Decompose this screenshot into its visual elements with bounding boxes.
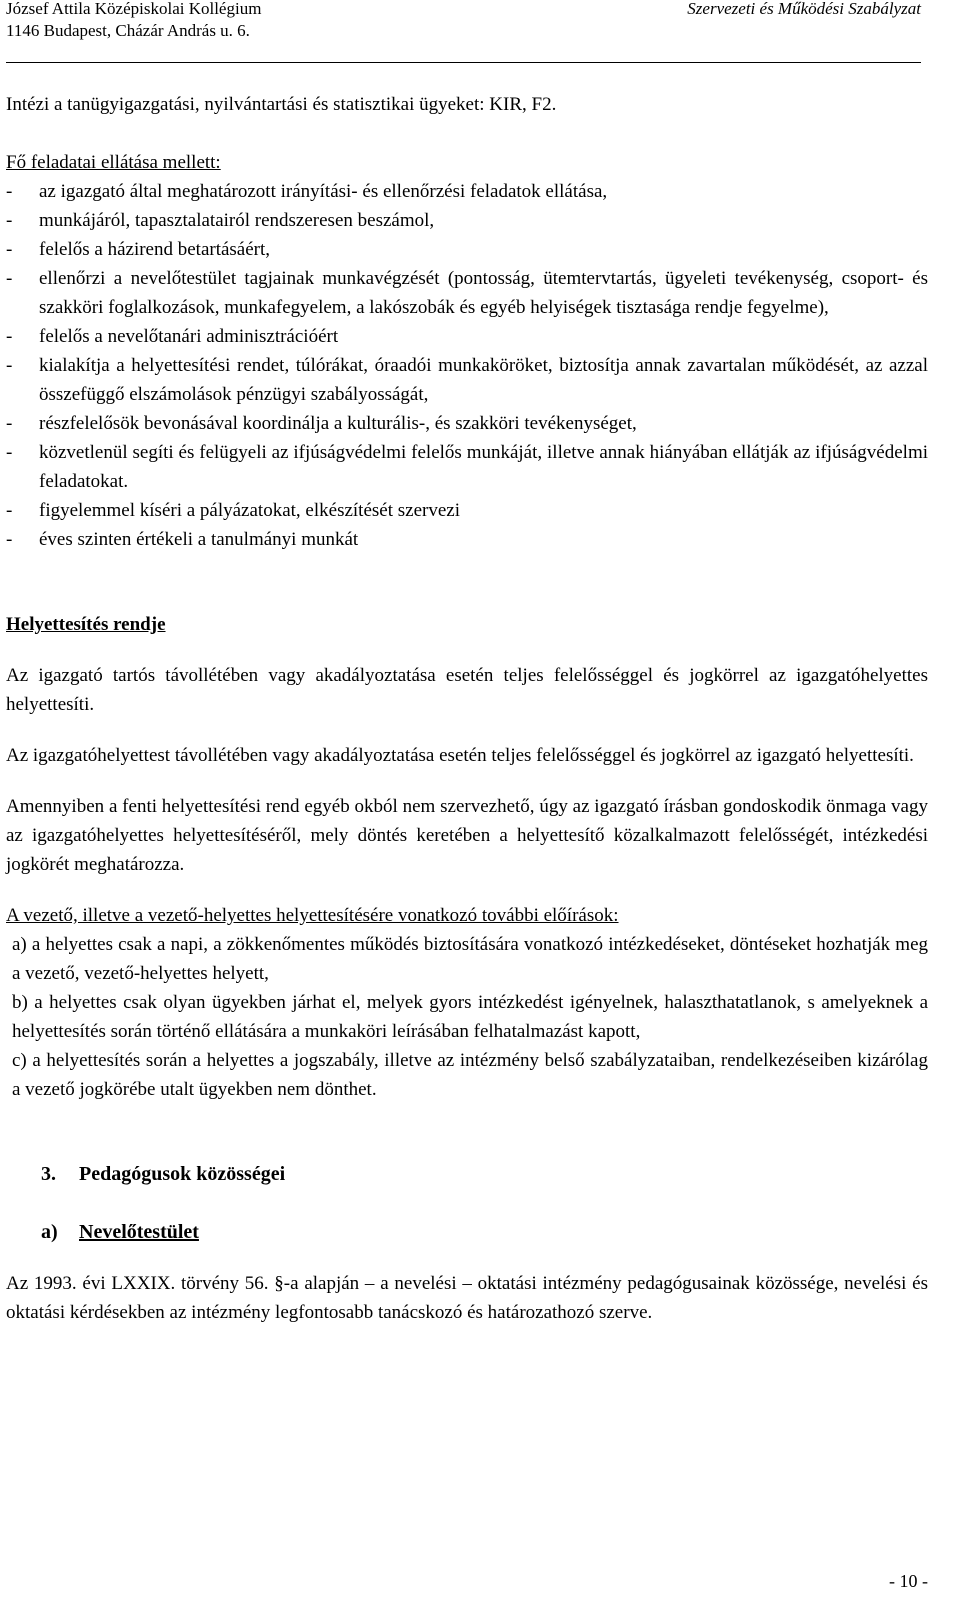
list-item-text: kialakítja a helyettesítési rendet, túlórákat, óraadói munkaköröket, biztosítja annak zavartalan működését, az azzal összefüggő elszámolások pénzügyi szabályosságát, (39, 355, 928, 405)
list-item (6, 351, 928, 409)
list-item (6, 409, 928, 438)
list-item (6, 177, 928, 206)
document-body (6, 90, 928, 1327)
document-title: Szervezeti és Működési Szabályzat (687, 0, 921, 18)
page-number: - 10 - (889, 1571, 928, 1591)
dash-bullet: - (6, 442, 13, 463)
rules-heading: A vezető, illetve a vezető-helyettes helyettesítésére vonatkozó további előírások: (6, 905, 619, 926)
rule-item: a) a helyettes csak a napi, a zökkenőmentes működés biztosítására vonatkozó intézkedéseket, döntéseket hozhatják meg a vezető, vezető-helyettes helyett, (12, 934, 928, 984)
list-item-text: felelős a nevelőtanári adminisztrációért (39, 326, 339, 347)
dash-bullet: - (6, 529, 13, 550)
page-header (6, 0, 921, 63)
duties-list (6, 177, 928, 554)
institution-address: 1146 Budapest, Cházár András u. 6. (6, 21, 250, 40)
list-item (6, 235, 928, 264)
list-item-text: munkájáról, tapasztalatairól rendszeresen beszámol, (39, 210, 435, 231)
substitution-paragraph-2: Az igazgatóhelyettest távollétében vagy akadályoztatása esetén teljes felelősséggel és jogkörrel az igazgató helyettesíti. (6, 745, 914, 766)
section-number: 3. (41, 1163, 56, 1185)
list-item-text: részfelelősök bevonásával koordinálja a kulturális-, és szakköri tevékenységet, (39, 413, 637, 434)
section-title: Pedagógusok közösségei (79, 1163, 286, 1185)
list-item-text: az igazgató által meghatározott irányítási- és ellenőrzési feladatok ellátása, (39, 181, 608, 202)
nevelotestulet-paragraph: Az 1993. évi LXXIX. törvény 56. §-a alapján – a nevelési – oktatási intézmény pedagógusainak közössége, nevelési és oktatási kérdésekben az intézmény legfontosabb tanácskozó és határozathozó szerve. (6, 1273, 928, 1323)
list-item (6, 525, 928, 554)
substitution-paragraph-1: Az igazgató tartós távollétében vagy akadályoztatása esetén teljes felelősséggel és jogkörrel az igazgatóhelyettes helyettesíti. (6, 665, 928, 715)
list-item-text: közvetlenül segíti és felügyeli az ifjúságvédelmi felelős munkáját, illetve annak hiányában ellátják az ifjúságvédelmi feladatokat. (39, 442, 928, 492)
list-item (6, 438, 928, 496)
list-item-text: éves szinten értékeli a tanulmányi munkát (39, 529, 359, 550)
dash-bullet: - (6, 413, 13, 434)
list-item-text: ellenőrzi a nevelőtestület tagjainak munkavégzését (pontosság, ütemtervtartás, ügyeleti tevékenység, csoport- és szakköri foglalkozások, munkafegyelem, a lakószobák és egyéb helyiségek tisztasága rendje fegyelme), (39, 268, 928, 318)
dash-bullet: - (6, 239, 13, 260)
substitution-title: Helyettesítés rendje (6, 614, 166, 635)
list-item (6, 496, 928, 525)
rule-item: b) a helyettes csak olyan ügyekben járhat el, melyek gyors intézkedést igényelnek, halaszthatatlanok, s amelyeknek a helyettesítés során történő ellátására a munkaköri leírásában felhatalmazást kapott, (12, 992, 928, 1042)
rule-item: c) a helyettesítés során a helyettes a jogszabály, illetve az intézmény belső szabályzataiban, rendelkezéseiben kizárólag a vezető jogkörébe utalt ügyekben nem dönthet. (12, 1050, 928, 1100)
substitution-paragraph-3: Amennyiben a fenti helyettesítési rend egyéb okból nem szervezhető, úgy az igazgató írásban gondoskodik önmaga vagy az igazgatóhelyettes helyettesítéséről, mely döntés keretében a helyettesítő közalkalmazott felelősségét, intézkedési jogkörét meghatározza. (6, 796, 928, 875)
intro-paragraph: Intézi a tanügyigazgatási, nyilvántartási és statisztikai ügyeket: KIR, F2. (6, 94, 557, 115)
dash-bullet: - (6, 268, 13, 289)
duties-heading: Fő feladatai ellátása mellett: (6, 152, 221, 173)
subsection-letter: a) (41, 1221, 58, 1243)
dash-bullet: - (6, 181, 13, 202)
list-item (6, 206, 928, 235)
list-item-text: felelős a házirend betartásáért, (39, 239, 271, 260)
list-item (6, 322, 928, 351)
dash-bullet: - (6, 355, 13, 376)
section-heading (6, 1160, 928, 1189)
dash-bullet: - (6, 326, 13, 347)
dash-bullet: - (6, 500, 13, 521)
dash-bullet: - (6, 210, 13, 231)
institution-name: József Attila Középiskolai Kollégium (6, 0, 262, 18)
subsection-heading (6, 1218, 928, 1247)
list-item (6, 264, 928, 322)
subsection-title: Nevelőtestület (79, 1221, 199, 1243)
list-item-text: figyelemmel kíséri a pályázatokat, elkészítését szervezi (39, 500, 460, 521)
